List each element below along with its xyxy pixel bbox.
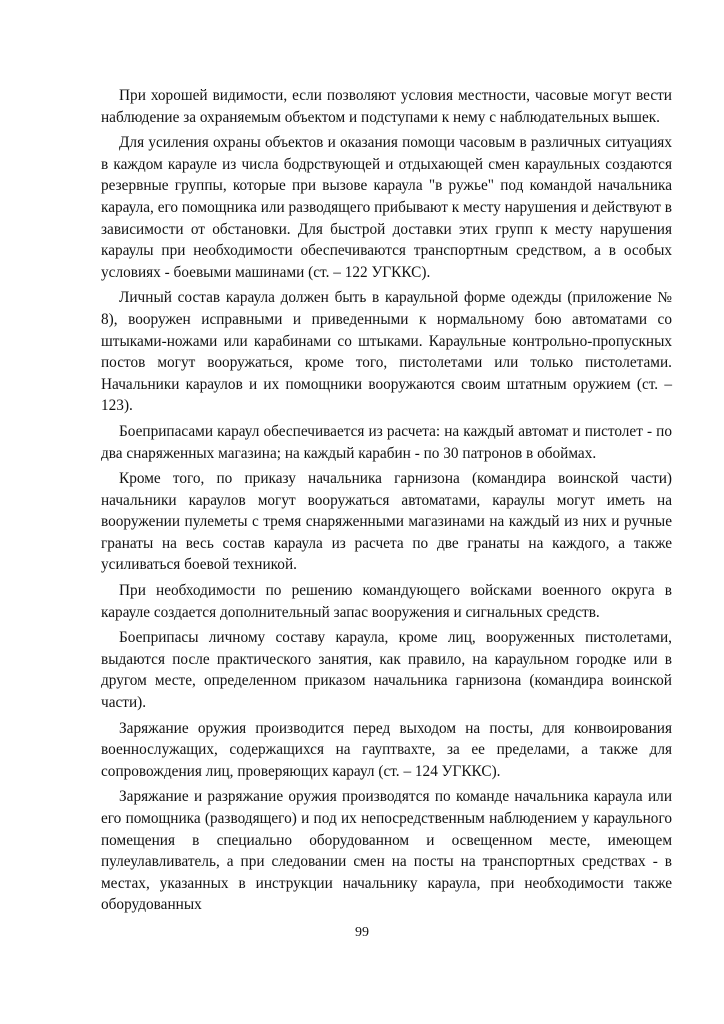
paragraph-4: Боеприпасами караул обеспечивается из расчета: на каждый автомат и пистолет - по два снаряженных магазина; на каждый карабин - по 30 патронов в обоймах. — [101, 422, 672, 462]
paragraph-2: Для усиления охраны объектов и оказания помощи часовым в различных ситуациях в каждом карауле из числа бодрствующей и отдыхающей смен караульных создаются резервные группы, которые при вызове караула "в ружье" под командой начальника караула, его помощника или разводящего прибывают к месту нарушения и действуют в зависимости от обстановки. Для быстрой доставки этих групп к месту нарушения караулы при необходимости обеспечиваются транспортным средством, а в особых условиях - боевыми машинами (ст. – 122 УГККС). — [101, 134, 672, 281]
paragraph-7: Боеприпасы личному составу караула, кроме лиц, вооруженных пистолетами, выдаются после практического занятия, как правило, на караульном городке или в другом месте, определенном приказом начальника гарнизона (командира воинской части). — [101, 629, 672, 712]
paragraph-1: При хорошей видимости, если позволяют условия местности, часовые могут вести наблюдение за охраняемым объектом и подступами к нему с наблюдательных вышек. — [101, 87, 672, 126]
page-number: 99 — [355, 925, 369, 940]
paragraph-5: Кроме того, по приказу начальника гарнизона (командира воинской части) начальники караулов могут вооружаться автоматами, караулы могут иметь на вооружении пулеметы с тремя снаряженными магазинами на каждый из них и ручные гранаты на весь состав караула из расчета по две гранаты на каждого, а также усиливаться боевой техникой. — [101, 470, 672, 574]
paragraph-9: Заряжание и разряжание оружия производятся по команде начальника караула или его помощника (разводящего) и под их непосредственным наблюдением у караульного помещения в специально оборудованном и освещенном месте, имеющем пулеулавливатель, а при следовании смен на посты на транспортных средствах - в местах, указанных в инструкции начальнику караула, при необходимости также оборудованных — [101, 788, 672, 914]
body-text — [101, 85, 672, 920]
paragraph-6: При необходимости по решению командующего войсками военного округа в карауле создается дополнительный запас вооружения и сигнальных средств. — [101, 582, 672, 621]
paragraph-8: Заряжание оружия производится перед выходом на посты, для конвоирования военнослужащих, содержащихся на гауптвахте, за ее пределами, а также для сопровождения лиц, проверяющих караул (ст. – 124 УГККС). — [101, 719, 672, 780]
paragraph-3: Личный состав караула должен быть в караульной форме одежды (приложение № 8), вооружен исправными и приведенными к нормальному бою автоматами со штыками-ножами или карабинами со штыками. Караульные контрольно-пропускных постов могут вооружаться, кроме того, пистолетами или только пистолетами. Начальники караулов и их помощники вооружаются своим штатным оружием (ст. – 123). — [101, 289, 672, 415]
